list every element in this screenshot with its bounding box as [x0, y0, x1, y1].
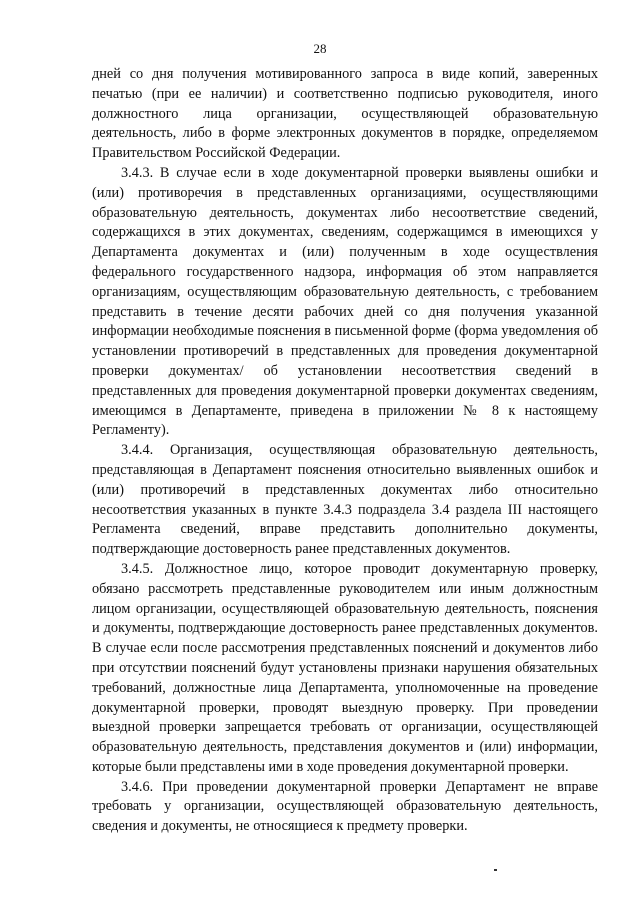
- paragraph-3-4-3: 3.4.3. В случае если в ходе документарной проверки выявлены ошибки и (или) противоречия в представленных организациями, осуществляющими образовательную деятельность, документах либо несоответствие сведений, содержащихся в этих документах, сведениям, содержащимся в имеющихся у Департамента документах и (или) полученным в ходе осуществления федерального государственного надзора, информация об этом направляется организациям, осуществляющим образовательную деятельность, с требованием представить в течение десяти рабочих дней со дня получения указанной информации необходимые пояснения в письменной форме (форма уведомления об установлении противоречий в представленных для проведения документарной проверки документах/ об установлении несоответствия сведений в представленных для проведения документарной проверки документах сведениям, имеющимся в Департаменте, приведена в приложении № 8 к настоящему Регламенту).: [92, 164, 598, 439]
- document-body: [92, 65, 598, 837]
- footer-dot-mark: [494, 869, 497, 871]
- paragraph-3-4-5: 3.4.5. Должностное лицо, которое проводит документарную проверку, обязано рассмотреть представленные руководителем или иным должностным лицом организации, осуществляющей образовательную деятельность, пояснения и документы, подтверждающие достоверность ранее представленных документов. В случае если после рассмотрения представленных пояснений и документов либо при отсутствии пояснений будут установлены признаки нарушения обязательных требований, должностные лица Департамента, уполномоченные на проведение документарной проверки, проводят выездную проверку. При проведении выездной проверки запрещается требовать от организации, осуществляющей образовательную деятельность, представления документов и (или) информации, которые были представлены ими в ходе проведения документарной проверки.: [92, 560, 598, 775]
- paragraph-continuation: дней со дня получения мотивированного запроса в виде копий, заверенных печатью (при ее наличии) и соответственно подписью руководителя, иного должностного лица организации, осуществляющей образовательную деятельность, либо в форме электронных документов в порядке, определяемом Правительством Российской Федерации.: [92, 66, 598, 162]
- paragraph-3-4-4: 3.4.4. Организация, осуществляющая образовательную деятельность, представляющая в Департамент пояснения относительно выявленных ошибок и (или) противоречий в представленных документах либо относительно несоответствия указанных в пункте 3.4.3 подраздела 3.4 раздела III настоящего Регламента сведений, вправе представить дополнительно документы, подтверждающие достоверность ранее представленных документов.: [92, 442, 598, 558]
- paragraph-3-4-6: 3.4.6. При проведении документарной проверки Департамент не вправе требовать у организации, осуществляющей образовательную деятельность, сведения и документы, не относящиеся к предмету проверки.: [92, 778, 598, 835]
- page-number: 28: [313, 41, 327, 56]
